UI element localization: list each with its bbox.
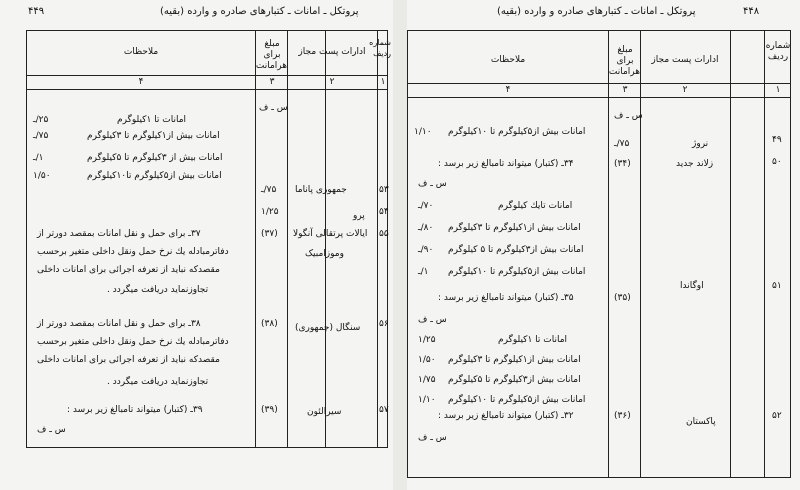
left-row-54-office: پرو [353, 211, 365, 221]
right-row-50-l1: امانات تایك کیلوگرم [498, 201, 573, 211]
left-top-line3: امانات بیش از ۳کیلوگرم تا ۵کیلوگرم [87, 153, 223, 163]
right-row-51-l2: امانات بیش از۱کیلوگرم تا ۳کیلوگرم [448, 355, 581, 365]
right-row-50-l4: امانات بیش از۵کیلوگرم تا ۱۰کیلوگرم [448, 267, 586, 277]
left-index-remarks: ۴ [138, 77, 144, 87]
left-col-remarks: ملاحظات [123, 47, 159, 57]
left-row-57-no: ۵۷ [379, 405, 389, 415]
left-row-56-no: ۵۶ [379, 319, 389, 329]
left-page-number: ۴۴۹ [28, 6, 45, 17]
right-row-49-office: نروژ [692, 139, 709, 149]
right-row-51-remark1: ۳۵ـ (کتبار) میتواند تامبالغ زیر برسد : [438, 293, 574, 303]
right-page [407, 0, 800, 490]
left-row-56-remark2: دفاترمبادله یك نرخ حمل ونقل داخلی متغیر برحسب [37, 337, 229, 347]
right-row-50-currency: س ـ ف [418, 179, 447, 189]
left-col-fee: مبلغ برای هرامانت [255, 39, 287, 71]
right-table [407, 30, 791, 478]
left-top-line2: امانات بیش از۱کیلوگرم تا ۳کیلوگرم [87, 131, 220, 141]
right-row-51-l1: امانات تا ۱کیلوگرم [498, 335, 568, 345]
left-row-54-no: ۵۴ [379, 207, 389, 217]
right-row-51-l2-fee: ۱/۵۰ [418, 355, 436, 365]
left-row-55-no: ۵۵ [379, 229, 389, 239]
right-col-offices: ادارات پست مجاز [651, 55, 719, 65]
right-row-52-office: پاکستان [686, 417, 716, 427]
left-row-57-office: سیرالئون [307, 407, 342, 417]
right-row-50-fee: (۳۴) [614, 159, 631, 169]
left-top-line2-fee: ۷۵/ـ [33, 131, 49, 141]
right-row-51-l1-fee: ۱/۲۵ [418, 335, 436, 345]
right-row-50-no: ۵۰ [772, 157, 782, 167]
left-page [0, 0, 393, 490]
left-row-56-remark1: ۳۸ـ برای حمل و نقل امانات بمقصد دورتر از [37, 319, 201, 329]
left-currency: س ـ ف [259, 103, 288, 113]
right-row-52-currency: س ـ ف [418, 433, 447, 443]
right-index-row: ۱ [775, 85, 781, 95]
right-row-49-fee: ۷۵/ـ [614, 139, 630, 149]
right-row-50-l2-fee: ۸۰/ـ [418, 223, 434, 233]
left-row-56-remark4: تجاوزنماید دریافت میگردد . [107, 377, 209, 387]
left-col-row-no: شماره ردیف [369, 38, 391, 58]
right-row-51-office: اوگاندا [680, 281, 704, 291]
left-row-56-office: سنگال (جمهوری) [295, 323, 361, 333]
right-row-51-fee: (۳۵) [614, 293, 631, 303]
right-row-49-currency: س ـ ف [614, 111, 643, 121]
left-top-line4-fee: ۱/۵۰ [33, 171, 51, 181]
left-row-56-fee: (۳۸) [261, 319, 278, 329]
left-table [26, 30, 391, 448]
left-row-54-fee: ۱/۲۵ [261, 207, 279, 217]
left-row-55-fee: (۳۷) [261, 229, 278, 239]
left-top-line3-fee: ۱/ـ [33, 153, 44, 163]
right-row-52-no: ۵۲ [772, 411, 782, 421]
left-index-offices: ۲ [329, 77, 335, 87]
right-row-52-fee: (۳۶) [614, 411, 631, 421]
left-row-55-remark2: دفاترمبادله یك نرخ حمل ونقل داخلی متغیر برحسب [37, 247, 229, 257]
right-row-51-currency: س ـ ف [418, 315, 447, 325]
right-row-52-remark1: ۳۲ـ (کتبار) میتواند تامبالغ زیر برسد : [438, 411, 574, 421]
left-top-line1: امانات تا ۱کیلوگرم [117, 115, 187, 125]
left-row-57-remark2: س ـ ف [37, 425, 66, 435]
right-row-49-no: ۴۹ [772, 135, 782, 145]
left-page-header-title: پروتکل ـ امانات ـ کتبارهای صادره و وارده (بقیه) [160, 6, 359, 17]
left-row-53-fee: ۷۵/ـ [261, 185, 277, 195]
right-page-header-title: پروتکل ـ امانات ـ کتبارهای صادره و وارده (بقیه) [497, 6, 696, 17]
right-col-row-no: شماره ردیف [765, 41, 791, 62]
page-gutter [393, 0, 407, 490]
right-row-51-l4: امانات بیش از۵کیلوگرم تا ۱۰کیلوگرم [448, 395, 586, 405]
right-row-50-l1-fee: ۷۰/ـ [418, 201, 434, 211]
left-row-55-office: ایالات پرتقالی آنگولا [293, 229, 368, 239]
left-row-56-remark3: مقصدکه نباید از تعرفه اجرائی برای امانات داخلی [37, 355, 220, 365]
right-row-51-l3: امانات بیش از۳کیلوگرم تا ۵کیلوگرم [448, 375, 581, 385]
left-row-55-remark4: تجاوزنماید دریافت میگردد . [107, 285, 209, 295]
right-index-remarks: ۴ [505, 85, 511, 95]
left-top-line1-fee: ۲۵/ـ [33, 115, 49, 125]
right-row-50-office: زلاند جدید [676, 159, 714, 169]
right-row-49-remark1: امانات بیش از۵کیلوگرم تا ۱۰کیلوگرم [448, 127, 586, 137]
left-col-offices: ادارات پست مجاز [298, 47, 366, 57]
right-row-50-l2: امانات بیش از۱کیلوگرم تا ۳کیلوگرم [448, 223, 581, 233]
right-index-fee: ۳ [622, 85, 628, 95]
left-row-57-fee: (۳۹) [261, 405, 278, 415]
right-page-number: ۴۴۸ [743, 6, 760, 17]
left-row-57-remark1: ۳۹ـ (کتبار) میتواند تامبالغ زیر برسد : [67, 405, 203, 415]
left-row-55-office2: وموزامبیک [305, 249, 344, 259]
left-top-line4: امانات بیش از۵کیلوگرم تا۱۰کیلوگرم [87, 171, 222, 181]
left-row-55-remark1: ۳۷ـ برای حمل و نقل امانات بمقصد دورتر از [37, 229, 201, 239]
right-index-offices: ۲ [682, 85, 688, 95]
left-row-53-office: جمهوری پاناما [295, 185, 347, 195]
right-row-51-l3-fee: ۱/۷۵ [418, 375, 436, 385]
right-row-51-no: ۵۱ [772, 281, 782, 291]
left-row-55-remark3: مقصدکه نباید از تعرفه اجرائی برای امانات داخلی [37, 265, 220, 275]
right-row-51-l4-fee: ۱/۱۰ [418, 395, 436, 405]
right-row-50-remark1: ۳۴ـ (کتبار) میتواند تامبالغ زیر برسد : [438, 159, 574, 169]
left-row-53-no: ۵۳ [379, 185, 389, 195]
right-row-49-remark1-fee: ۱/۱۰ [414, 127, 432, 137]
right-col-remarks: ملاحظات [490, 55, 526, 65]
left-index-row: ۱ [380, 77, 386, 87]
right-row-50-l3: امانات بیش از۳کیلوگرم تا ۵ کیلوگرم [448, 245, 584, 255]
left-index-fee: ۳ [269, 77, 275, 87]
right-row-50-l4-fee: ۱/ـ [418, 267, 429, 277]
right-col-fee: مبلغ برای هرامانت [608, 45, 640, 77]
right-row-50-l3-fee: ۹۰/ـ [418, 245, 434, 255]
